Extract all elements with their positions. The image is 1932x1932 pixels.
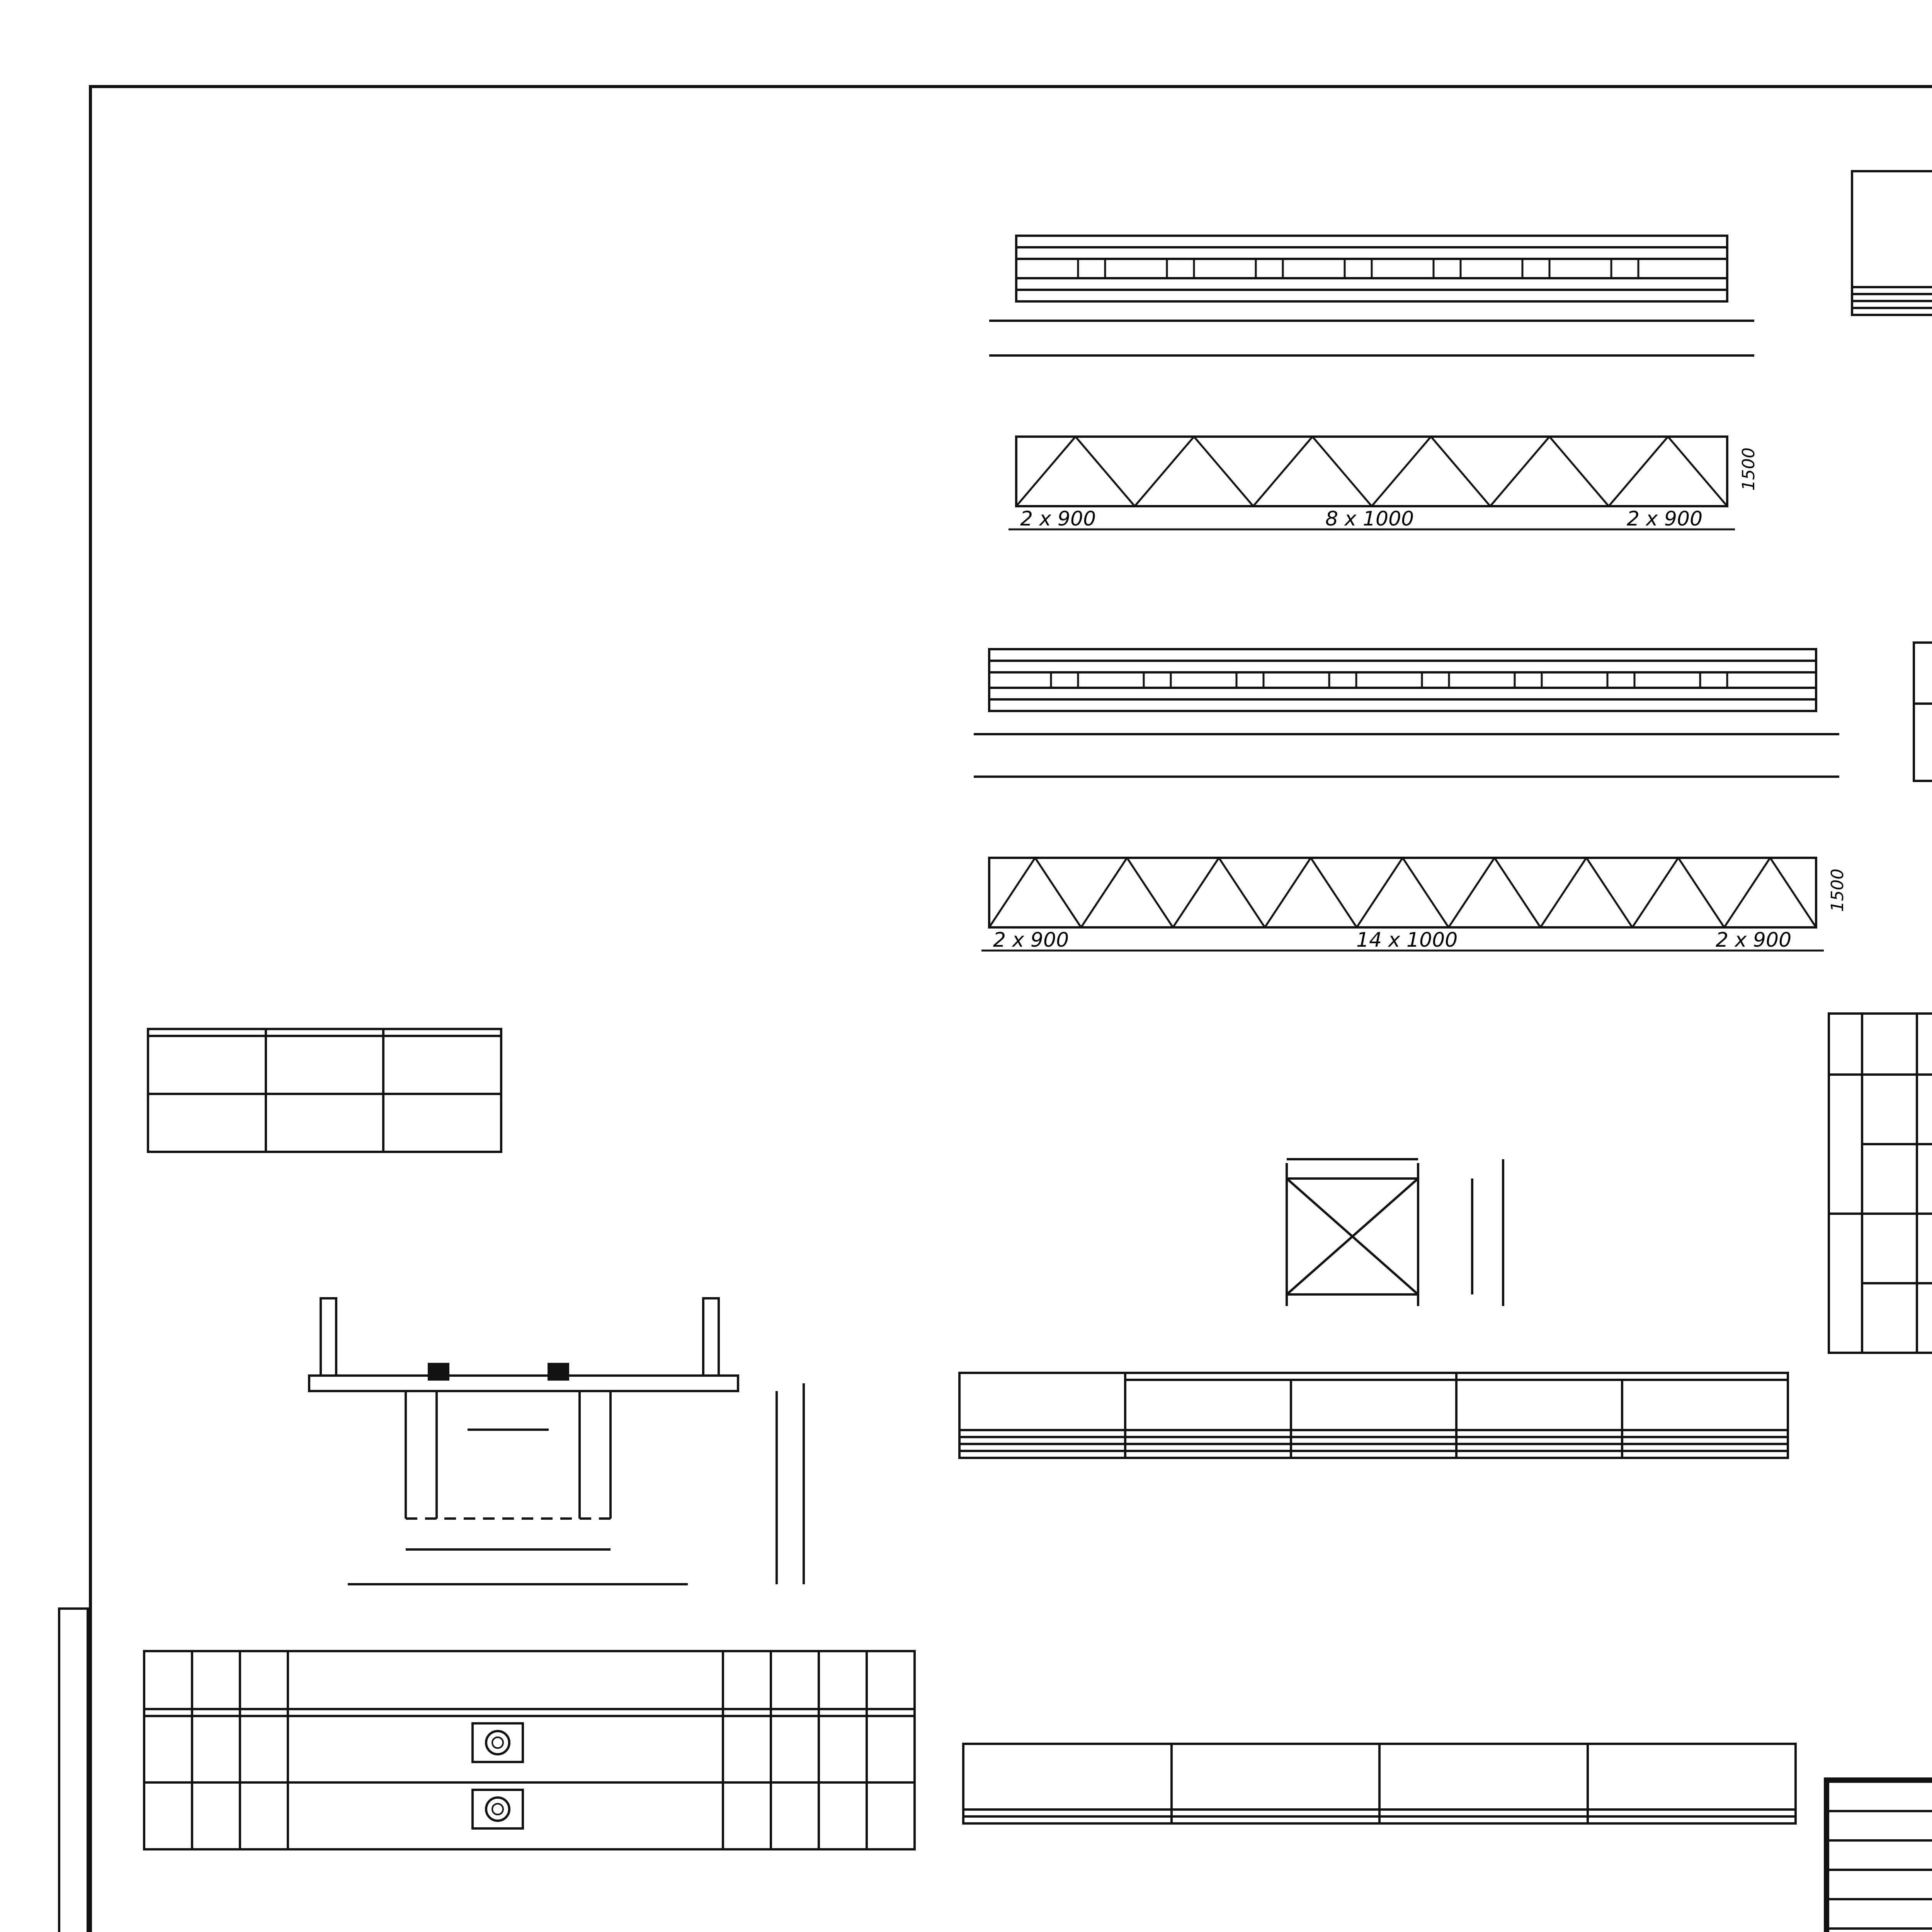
dim-label: 2 x 900 [1627, 507, 1703, 531]
crossbeams-header [192, 1651, 240, 1709]
reactions-cell [1379, 1816, 1588, 1823]
midspan-cell [1914, 704, 1932, 781]
stamp-role [1828, 1929, 1932, 1932]
bracing-cell [1917, 1144, 1932, 1214]
reactions-cell [963, 1810, 1172, 1816]
forces-header [1456, 1373, 1788, 1380]
loads-header [383, 1029, 501, 1036]
crossbeams-tau [867, 1716, 915, 1782]
forces-cell [1456, 1430, 1622, 1437]
reactions-table [962, 1743, 1797, 1825]
crossbeams-header [144, 1651, 192, 1709]
loads-header [148, 1029, 266, 1036]
forces-subheader [1456, 1380, 1622, 1430]
forces-cell [1291, 1444, 1457, 1451]
bracing-header [1829, 1014, 1862, 1075]
crossbeams-unit [867, 1709, 915, 1716]
truss-diagonal [1194, 437, 1253, 506]
truss-chord [1016, 437, 1727, 506]
truss-diagonal [1495, 858, 1541, 927]
plan12-drawing [989, 429, 1820, 568]
dim-label: 2 x 900 [1020, 507, 1096, 531]
dim-label: 8 x 1000 [1325, 507, 1414, 531]
crossbeams-tau [867, 1782, 915, 1849]
truss-diagonal [1549, 437, 1609, 506]
crossbeams-section [144, 1782, 192, 1849]
truss-diagonal [1372, 437, 1431, 506]
crossbeams-q [240, 1782, 288, 1849]
crossbeams-m [192, 1782, 240, 1849]
truss-diagonal [989, 858, 1035, 927]
bracing-cell [1862, 1214, 1917, 1283]
truss-diagonal [1127, 858, 1173, 927]
crossbeams-header [723, 1651, 771, 1709]
forces-cell [1456, 1437, 1622, 1444]
dim-label: 1500 [1739, 447, 1759, 491]
truss-diagonal [1265, 858, 1311, 927]
stresses-table [1851, 170, 1932, 316]
stresses-cell [1852, 294, 1932, 301]
crossbeams-sigma [819, 1716, 867, 1782]
truss-diagonal [1357, 858, 1403, 927]
cross-section-drawing [301, 1267, 842, 1615]
stresses-cell [1852, 287, 1932, 294]
forces-subheader [1622, 1380, 1788, 1430]
crossbeams-w [723, 1782, 771, 1849]
crossbeams-header [867, 1651, 915, 1709]
stamp-role [1828, 1811, 1932, 1840]
loads-span [148, 1094, 266, 1152]
truss-diagonal [1075, 437, 1134, 506]
rail [429, 1364, 448, 1379]
bracing-sketch [1917, 1075, 1932, 1144]
crossbeams-table [143, 1650, 916, 1850]
bracing-header [1917, 1014, 1932, 1075]
crossbeams-s [771, 1716, 819, 1782]
facade12-drawing [989, 201, 1820, 379]
facade18-drawing [974, 611, 1862, 804]
bracing-span [1829, 1214, 1862, 1353]
plan18-drawing [974, 850, 1862, 989]
bracing-cell [1862, 1144, 1917, 1214]
truss-diagonal [1219, 858, 1265, 927]
reactions-cell [963, 1816, 1172, 1823]
truss-diagonal [1403, 858, 1449, 927]
midspan-header [1914, 643, 1932, 704]
truss-diagonal [1173, 858, 1219, 927]
truss-diagonal [1449, 858, 1495, 927]
loads-norm [266, 1036, 384, 1094]
loads-norm [266, 1094, 384, 1152]
truss-diagonal [1609, 437, 1668, 506]
loads-calc [383, 1094, 501, 1152]
forces-cell [959, 1430, 1125, 1437]
truss-diagonal [1668, 437, 1727, 506]
stamp-signatures [1827, 1781, 1932, 1932]
forces-cell [1125, 1430, 1291, 1437]
crossbeams-sketch [288, 1782, 723, 1849]
guard-post [703, 1298, 719, 1376]
crossbeams-unit [819, 1709, 867, 1716]
forces-cell [959, 1444, 1125, 1451]
crossbeams-sigma [819, 1782, 867, 1849]
bracing-cell [1862, 1075, 1917, 1144]
reactions-header [963, 1744, 1172, 1810]
truss-diagonal [1587, 858, 1633, 927]
reactions-cell [1172, 1816, 1380, 1823]
timber-section-icon [465, 1719, 546, 1774]
crossbeams-unit [144, 1709, 192, 1716]
timber-section-icon [465, 1786, 546, 1840]
bracing-cell [1917, 1214, 1932, 1283]
stamp-role [1828, 1782, 1932, 1811]
crossbeams-unit [192, 1709, 240, 1716]
forces-cell [1622, 1437, 1788, 1444]
dim-label: 14 x 1000 [1356, 929, 1458, 952]
truss-diagonal [1253, 437, 1312, 506]
stresses-cell [1852, 308, 1932, 315]
crossbeams-unit [723, 1709, 771, 1716]
forces-cell [1456, 1444, 1622, 1451]
forces-cell [1291, 1437, 1457, 1444]
stresses-cell [1852, 301, 1932, 308]
forces-subheader [1291, 1380, 1457, 1430]
forces-header [1125, 1373, 1457, 1380]
side-stamp [58, 1607, 89, 1932]
loads-calc [383, 1036, 501, 1094]
stamp-role [1828, 1870, 1932, 1899]
forces-cell [1125, 1444, 1291, 1451]
forces-cell [1125, 1437, 1291, 1444]
forces-cell [1622, 1444, 1788, 1451]
truss-diagonal [1311, 858, 1357, 927]
loads-header [266, 1029, 384, 1036]
reactions-header [1588, 1744, 1796, 1810]
forces-cell [1291, 1451, 1457, 1458]
crossbeams-section [144, 1716, 192, 1782]
deck-beam [309, 1376, 738, 1391]
crossbeams-s [771, 1782, 819, 1849]
dim-label: 2 x 900 [1716, 929, 1792, 952]
reactions-header [1379, 1744, 1588, 1810]
crossbeams-header [819, 1651, 867, 1709]
truss-diagonal [1724, 858, 1770, 927]
section-drawing [1256, 1066, 1604, 1337]
stamp-role [1828, 1840, 1932, 1870]
truss-diagonal [1632, 858, 1678, 927]
bracing-table [1828, 1012, 1932, 1354]
bracing-cell [1917, 1283, 1932, 1353]
truss-diagonal [1313, 437, 1372, 506]
midspan-table [1913, 641, 1932, 782]
loads-span [148, 1036, 266, 1094]
rail [549, 1364, 568, 1379]
bracing-cell [1862, 1283, 1917, 1353]
stresses-header [1852, 171, 1932, 287]
forces-table [958, 1372, 1789, 1459]
crossbeams-unit [240, 1709, 288, 1716]
forces-cell [959, 1451, 1125, 1458]
truss-chord [989, 858, 1816, 927]
truss-diagonal [1678, 858, 1724, 927]
crossbeams-header [771, 1651, 819, 1709]
forces-cell [1291, 1430, 1457, 1437]
crossbeams-sketch [288, 1716, 723, 1782]
forces-cell [959, 1437, 1125, 1444]
loads-table [147, 1028, 502, 1153]
crossbeams-header [288, 1651, 723, 1709]
forces-cell [1622, 1430, 1788, 1437]
forces-cell [1125, 1451, 1291, 1458]
crossbeams-unit [288, 1709, 723, 1716]
title-block [1824, 1777, 1932, 1932]
truss-diagonal [1541, 858, 1587, 927]
bracing-header [1862, 1014, 1917, 1075]
crossbeams-m [192, 1716, 240, 1782]
crossbeams-header [240, 1651, 288, 1709]
forces-header [959, 1373, 1125, 1430]
forces-cell [1456, 1451, 1622, 1458]
crossbeams-w [723, 1716, 771, 1782]
forces-cell [1622, 1451, 1788, 1458]
bracing-span [1829, 1075, 1862, 1214]
reactions-cell [1379, 1810, 1588, 1816]
forces-subheader [1125, 1380, 1291, 1430]
reactions-cell [1588, 1810, 1796, 1816]
reactions-cell [1172, 1810, 1380, 1816]
truss-diagonal [1431, 437, 1490, 506]
truss-diagonal [1135, 437, 1194, 506]
reactions-cell [1588, 1816, 1796, 1823]
crossbeams-unit [771, 1709, 819, 1716]
truss-diagonal [1490, 437, 1549, 506]
dim-label: 2 x 900 [993, 929, 1069, 952]
stamp-role [1828, 1899, 1932, 1929]
reactions-header [1172, 1744, 1380, 1810]
guard-post [321, 1298, 336, 1376]
truss-diagonal [1016, 437, 1075, 506]
truss-diagonal [1035, 858, 1081, 927]
truss-diagonal [1770, 858, 1816, 927]
truss-outline [989, 649, 1816, 711]
crossbeams-q [240, 1716, 288, 1782]
truss-diagonal [1081, 858, 1127, 927]
dim-label: 1500 [1828, 869, 1847, 912]
